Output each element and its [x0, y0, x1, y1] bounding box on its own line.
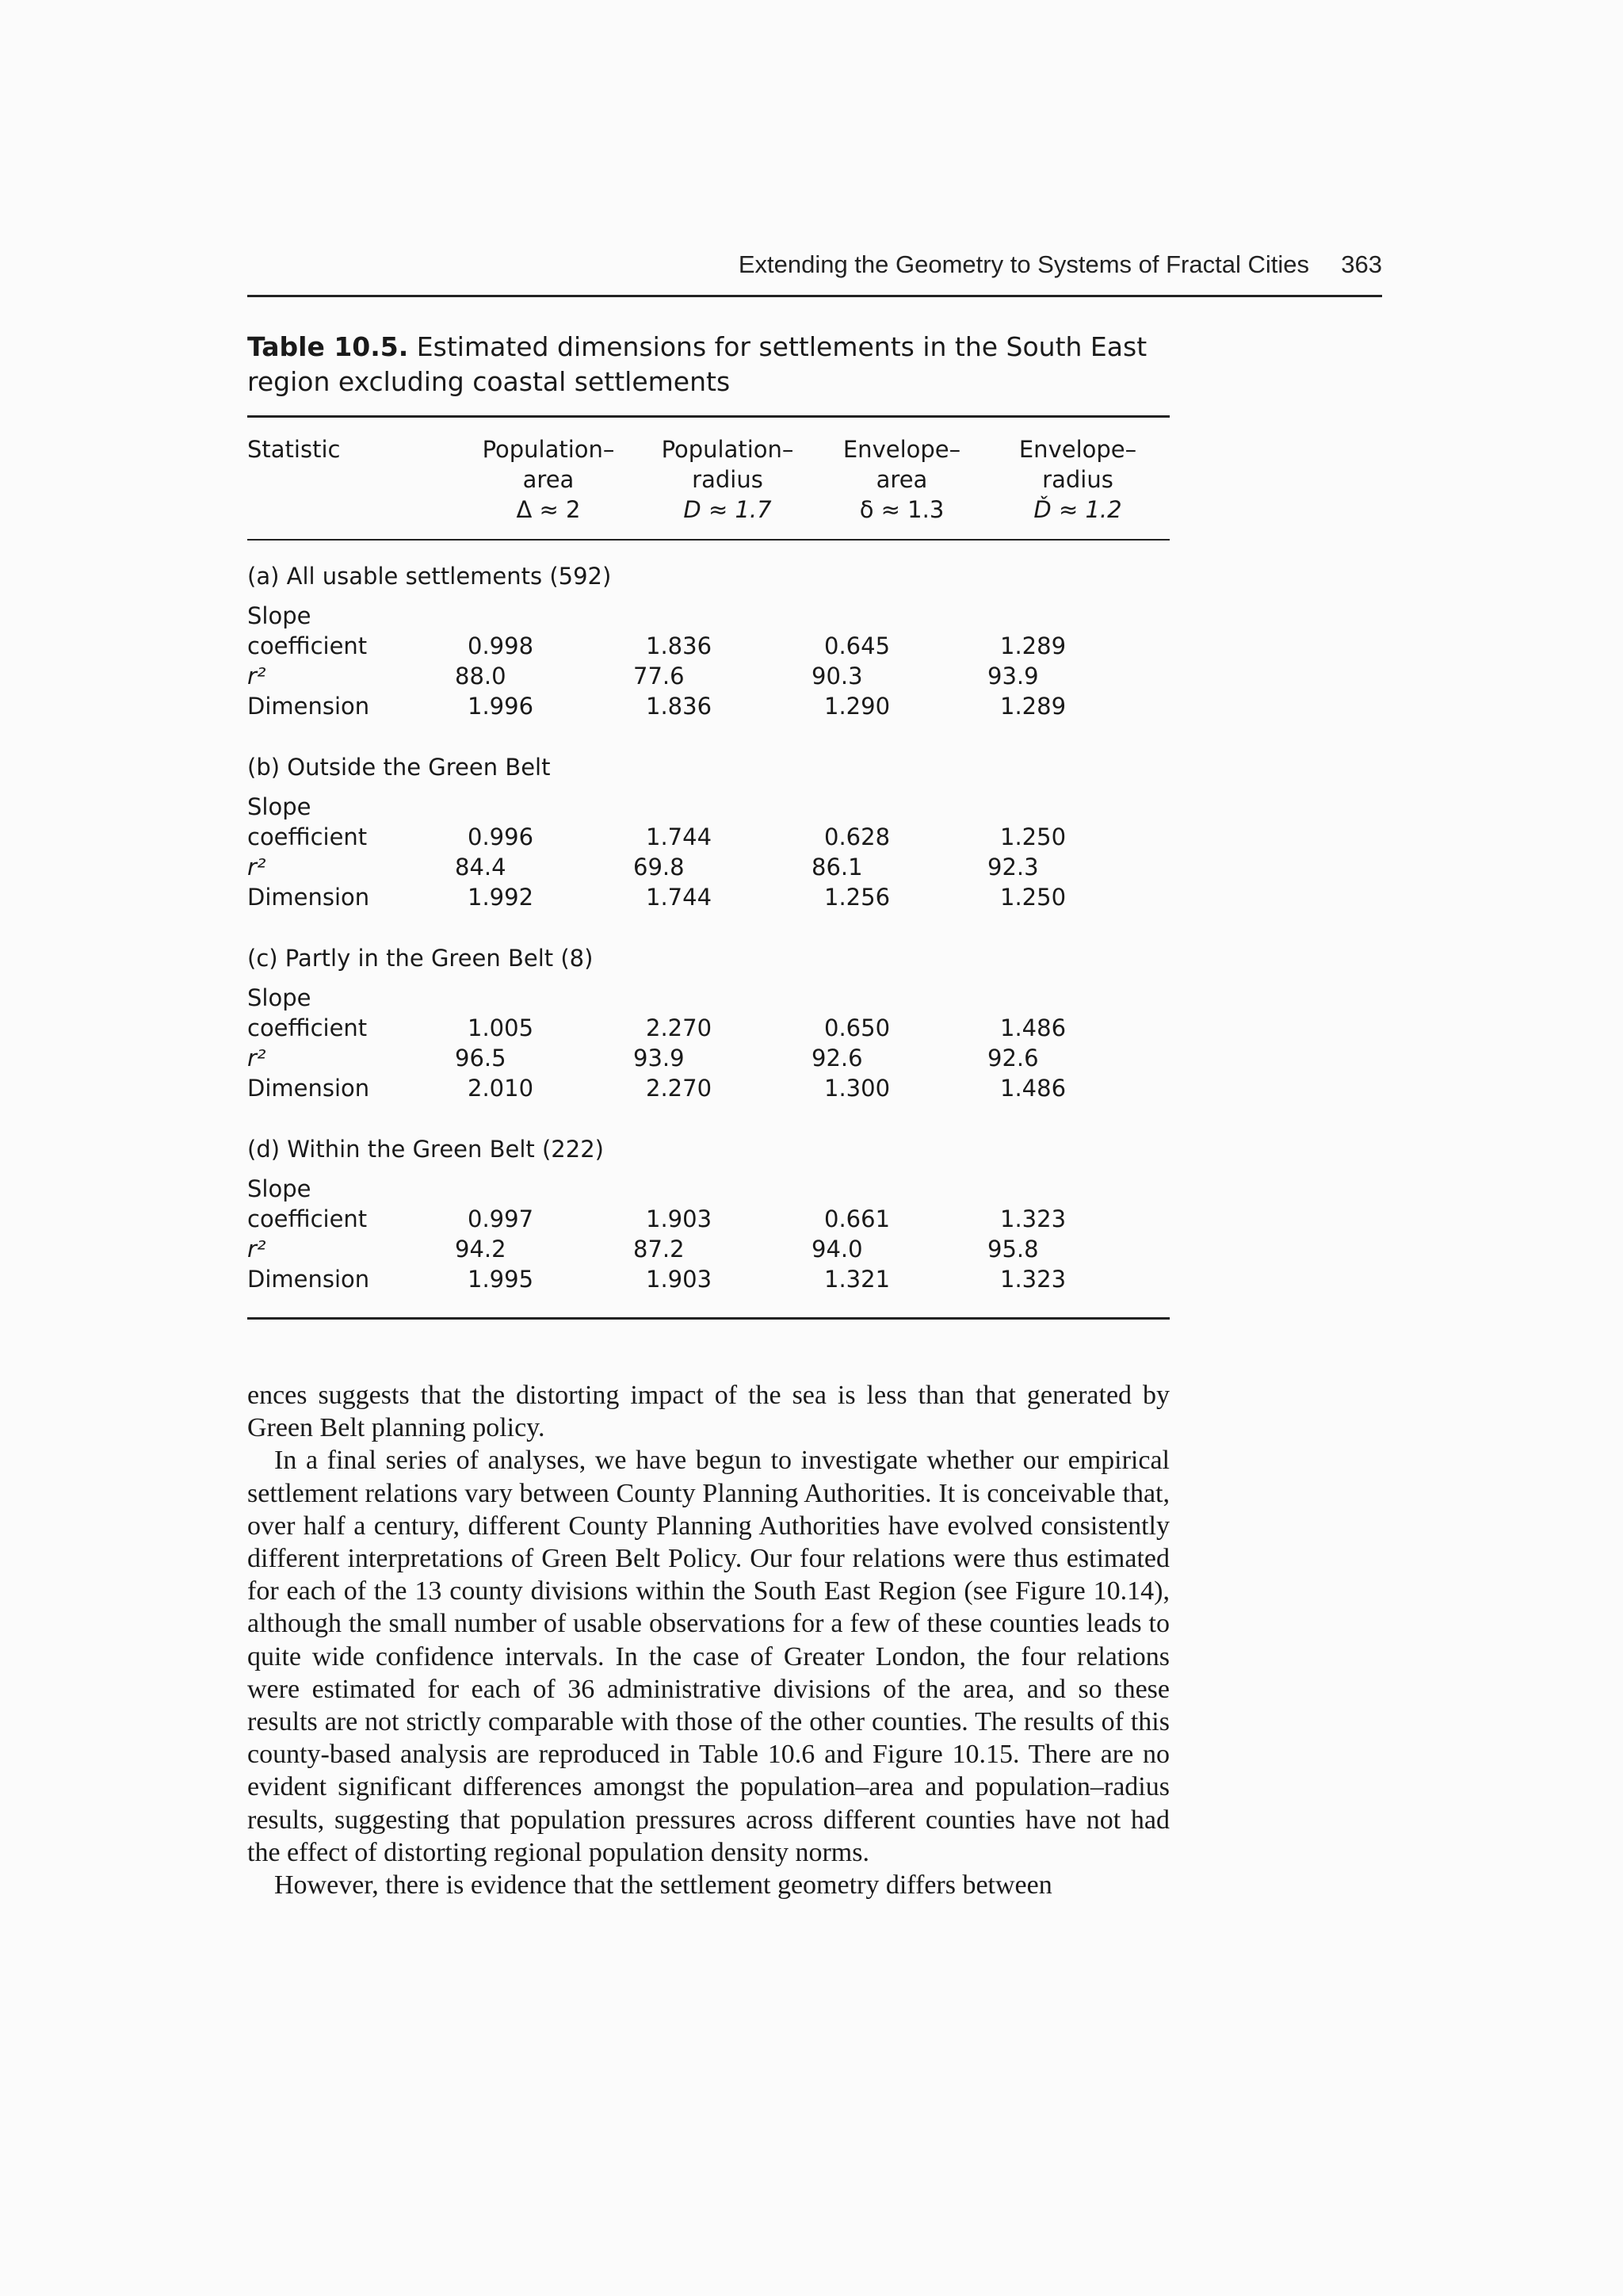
dimension-value: 1.256	[824, 884, 891, 911]
column-header-line: Envelope–	[1018, 436, 1137, 463]
slope-coefficient-value: 1.323	[1000, 1205, 1067, 1232]
table-caption-text: Estimated dimensions for settlements in the South East region excluding coastal settlements	[247, 331, 1148, 397]
page-number: 363	[1341, 250, 1382, 278]
row-label-r2: r²	[247, 1045, 266, 1072]
slope-coefficient-value: 0.650	[824, 1014, 891, 1041]
row-label-dimension: Dimension	[247, 1075, 370, 1102]
column-header-envelope-radius	[983, 434, 1173, 525]
r2-value: 93.9	[987, 663, 1039, 690]
row-label-slope-coefficient: coefficient	[247, 632, 368, 659]
body-text	[247, 1379, 1170, 1901]
table-top-rule	[247, 415, 1170, 418]
slope-coefficient-value: 1.836	[646, 632, 712, 659]
r2-value: 69.8	[633, 854, 685, 881]
r2-value: 93.9	[633, 1045, 685, 1072]
column-header-envelope-area	[807, 434, 997, 525]
r2-value: 86.1	[812, 854, 863, 881]
group-title: (a) All usable settlements (592)	[247, 563, 612, 590]
slope-coefficient-value: 1.250	[1000, 823, 1067, 850]
dimension-value: 1.323	[1000, 1266, 1067, 1293]
dimension-value: 2.270	[646, 1075, 712, 1102]
column-header-population-radius	[632, 434, 823, 525]
slope-coefficient-value: 2.270	[646, 1014, 712, 1041]
r2-value: 96.5	[455, 1045, 506, 1072]
dimension-value: 1.321	[824, 1266, 891, 1293]
dimension-value: 1.996	[468, 693, 534, 720]
column-header-population-area	[453, 434, 643, 525]
slope-coefficient-value: 0.661	[824, 1205, 891, 1232]
header-rule	[247, 295, 1382, 297]
slope-coefficient-value: 1.289	[1000, 632, 1067, 659]
row-label-r2: r²	[247, 663, 266, 690]
paragraph: However, there is evidence that the settlement geometry differs between	[274, 1870, 1052, 1901]
running-header	[247, 250, 1382, 288]
column-header-symbol: δ ≈ 1.3	[859, 496, 945, 523]
slope-coefficient-value: 0.998	[468, 632, 534, 659]
table-header-rule	[247, 539, 1170, 541]
row-label-slope: Slope	[247, 1175, 311, 1202]
dimension-value: 1.836	[646, 693, 712, 720]
column-header-symbol: D ≈ 1.7	[683, 496, 772, 523]
dimension-value: 1.903	[646, 1266, 712, 1293]
r2-value: 87.2	[633, 1236, 685, 1263]
column-header-line: Population–	[661, 436, 794, 463]
statistic-header: Statistic	[247, 436, 341, 463]
dimension-value: 1.250	[1000, 884, 1067, 911]
slope-coefficient-value: 1.005	[468, 1014, 534, 1041]
column-header-symbol: Δ ≈ 2	[516, 496, 581, 523]
table-bottom-rule	[247, 1317, 1170, 1320]
dimension-value: 2.010	[468, 1075, 534, 1102]
dimension-value: 1.300	[824, 1075, 891, 1102]
r2-value: 90.3	[812, 663, 863, 690]
row-label-r2: r²	[247, 854, 266, 881]
paragraph: In a final series of analyses, we have begun to investigate whether our empirical settlement relations vary between County Planning Authorities. It is conceivable that, over half a century, different County Planning Authorities have evolved consistently different interpretations of Green Belt Policy. Our four relations were thus estimated for each of the 13 county divisions within the South East Region (see Figure 10.14), although the small number of usable observations for a few of these counties leads to quite wide confidence intervals. In the case of Greater London, the four relations were estimated for each of 36 administrative divisions of the area, and so these results are not strictly comparable with those of the other counties. The results of this county-based analysis are reproduced in Table 10.6 and Figure 10.15. There are no evident significant differences amongst the population–area and population–radius results, suggesting that population pressures across different counties have not had the effect of distorting regional population density norms.	[247, 1446, 1170, 1867]
column-header-line: radius	[1042, 466, 1113, 493]
dimension-value: 1.995	[468, 1266, 534, 1293]
row-label-r2: r²	[247, 1236, 266, 1263]
row-label-dimension: Dimension	[247, 693, 370, 720]
slope-coefficient-value: 0.997	[468, 1205, 534, 1232]
column-header-symbol: Ď ≈ 1.2	[1033, 496, 1122, 523]
running-title: Extending the Geometry to Systems of Fractal Cities	[738, 250, 1309, 278]
column-header-line: area	[876, 466, 928, 493]
row-label-dimension: Dimension	[247, 1266, 370, 1293]
row-label-slope-coefficient: coefficient	[247, 1014, 368, 1041]
row-label-slope-coefficient: coefficient	[247, 1205, 368, 1232]
group-title: (b) Outside the Green Belt	[247, 754, 551, 781]
column-header-line: area	[522, 466, 575, 493]
dimension-value: 1.992	[468, 884, 534, 911]
row-label-dimension: Dimension	[247, 884, 370, 911]
row-label-slope-coefficient: coefficient	[247, 823, 368, 850]
r2-value: 92.6	[987, 1045, 1039, 1072]
row-label-slope: Slope	[247, 602, 311, 629]
group-title: (d) Within the Green Belt (222)	[247, 1136, 604, 1163]
column-header-line: radius	[692, 466, 763, 493]
table-caption	[247, 330, 1182, 399]
slope-coefficient-value: 0.628	[824, 823, 891, 850]
r2-value: 84.4	[455, 854, 506, 881]
dimension-value: 1.289	[1000, 693, 1067, 720]
r2-value: 94.0	[812, 1236, 863, 1263]
group-title: (c) Partly in the Green Belt (8)	[247, 945, 594, 972]
slope-coefficient-value: 1.903	[646, 1205, 712, 1232]
dimension-value: 1.744	[646, 884, 712, 911]
column-header-line: Envelope–	[842, 436, 961, 463]
r2-value: 95.8	[987, 1236, 1039, 1263]
r2-value: 94.2	[455, 1236, 506, 1263]
dimension-value: 1.486	[1000, 1075, 1067, 1102]
column-header-line: Population–	[482, 436, 615, 463]
table-label: Table 10.5.	[247, 331, 409, 362]
r2-value: 88.0	[455, 663, 506, 690]
slope-coefficient-value: 1.486	[1000, 1014, 1067, 1041]
slope-coefficient-value: 1.744	[646, 823, 712, 850]
paragraph: ences suggests that the distorting impact of the sea is less than that generated by Green Belt planning policy.	[247, 1381, 1170, 1443]
r2-value: 92.3	[987, 854, 1039, 881]
slope-coefficient-value: 0.645	[824, 632, 891, 659]
slope-coefficient-value: 0.996	[468, 823, 534, 850]
r2-value: 92.6	[812, 1045, 863, 1072]
r2-value: 77.6	[633, 663, 685, 690]
row-label-slope: Slope	[247, 793, 311, 820]
dimension-value: 1.290	[824, 693, 891, 720]
row-label-slope: Slope	[247, 984, 311, 1011]
